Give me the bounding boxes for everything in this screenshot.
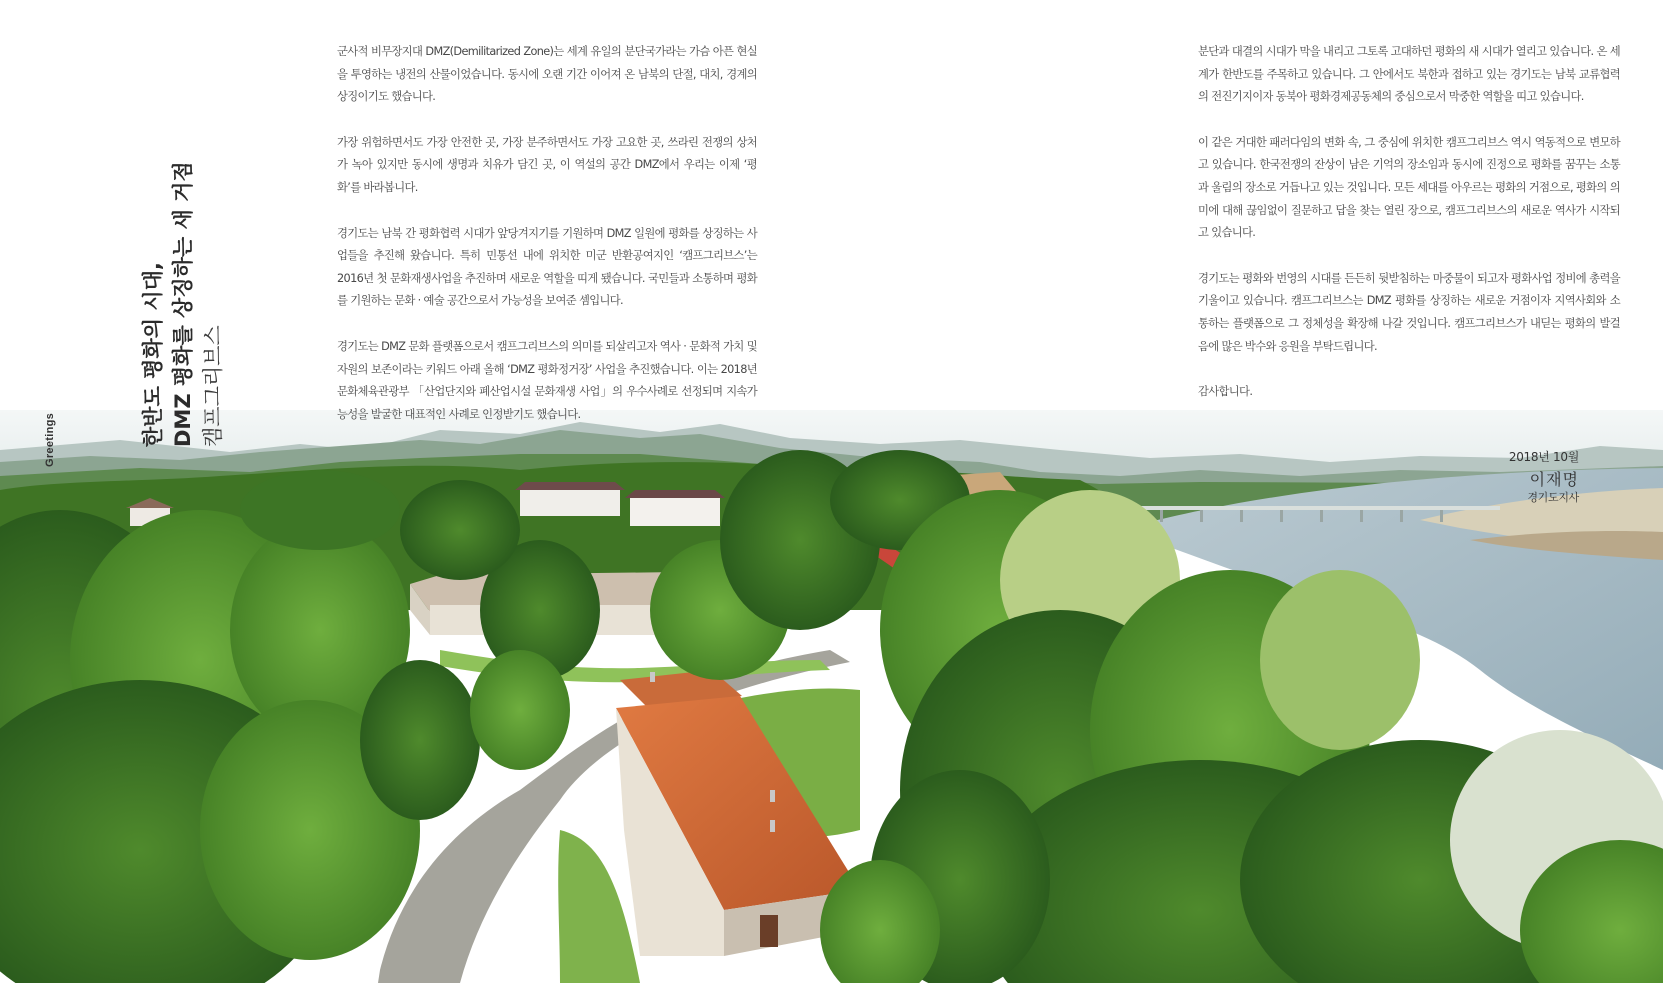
- paragraph: 군사적 비무장지대 DMZ(Demilitarized Zone)는 세계 유일의 분단국가라는 가슴 아픈 현실을 투영하는 냉전의 산물이었습니다. 동시에 오랜 기간 이어져 온 남북의 단절, 대치, 경계의 상징이기도 했습니다.: [337, 45, 757, 104]
- title-line-2: DMZ 평화를 상징하는 새 거점: [171, 161, 195, 447]
- paragraph: 경기도는 남북 간 평화협력 시대가 앞당겨지기를 기원하며 DMZ 일원에 평화를 상징하는 사업들을 추진해 왔습니다. 특히 민통선 내에 위치한 미군 반환공여지인 ‘캠프그리브스’는 2016년 첫 문화재생사업을 추진하며 새로운 역할을 띠게 됐습니다. 국민들과 소통하며 평화를 기원하는 문화 · 예술 공간으로서 가능성을 보여준 셈입니다.: [337, 226, 757, 308]
- paragraph: 분단과 대결의 시대가 막을 내리고 그토록 고대하던 평화의 새 시대가 열리고 있습니다. 온 세계가 한반도를 주목하고 있습니다. 그 안에서도 북한과 접하고 있는 경기도는 남북 교류협력의 전진기지이자 동북아 평화경제공동체의 중심으로서 막중한 역할을 띠고 있습니다.: [1198, 45, 1620, 104]
- signature-block: [1509, 449, 1579, 505]
- signature-date: 2018년 10월: [1508, 450, 1579, 464]
- greetings-label: Greetings: [44, 412, 56, 467]
- right-text-column: [1198, 41, 1620, 427]
- title-line-3: 캠프그리브스: [201, 325, 225, 447]
- paragraph: 이 같은 거대한 패러다임의 변화 속, 그 중심에 위치한 캠프그리브스 역시 역동적으로 변모하고 있습니다. 한국전쟁의 잔상이 남은 기억의 장소임과 동시에 진정으로 평화를 꿈꾸는 소통과 울림의 장소로 거듭나고 있는 것입니다. 모든 세대를 아우르는 평화의 거점으로, 평화의 의미에 대해 끊임없이 질문하고 답을 찾는 열린 장으로, 캠프그리브스의 새로운 역사가 시작되고 있습니다.: [1198, 135, 1620, 240]
- paragraph: 경기도는 평화와 번영의 시대를 든든히 뒷받침하는 마중물이 되고자 평화사업 정비에 총력을 기울이고 있습니다. 캠프그리브스는 DMZ 평화를 상징하는 새로운 거점이자 지역사회와 소통하는 플랫폼으로 그 정체성을 확장해 나갈 것입니다. 캠프그리브스가 내딛는 평화의 발걸음에 많은 박수와 응원을 부탁드립니다.: [1198, 271, 1620, 353]
- signature-title: 경기도지사: [1527, 491, 1579, 504]
- title-line-1: 한반도 평화의 시대,: [141, 262, 165, 447]
- vertical-title: [138, 161, 228, 447]
- signature-name: 이재명: [1529, 470, 1579, 489]
- dmz-landscape-photo: [0, 410, 1663, 983]
- paragraph: 가장 위험하면서도 가장 안전한 곳, 가장 분주하면서도 가장 고요한 곳, 쓰라린 전쟁의 상처가 녹아 있지만 동시에 생명과 치유가 담긴 곳, 이 역설의 공간 DMZ에서 우리는 이제 ‘평화’를 바라봅니다.: [337, 135, 757, 194]
- closing-line: 감사합니다.: [1198, 385, 1253, 399]
- left-text-column: [337, 41, 757, 449]
- paragraph: 경기도는 DMZ 문화 플랫폼으로서 캠프그리브스의 의미를 되살리고자 역사 · 문화적 가치 및 자원의 보존이라는 키워드 아래 올해 ‘DMZ 평화정거장’ 사업을 추진했습니다. 이는 2018년 문화체육관광부 「산업단지와 폐산업시설 문화재생 사업」의 우수사례로 선정되며 지속가능성을 발굴한 대표적인 사례로 인정받기도 했습니다.: [337, 339, 757, 421]
